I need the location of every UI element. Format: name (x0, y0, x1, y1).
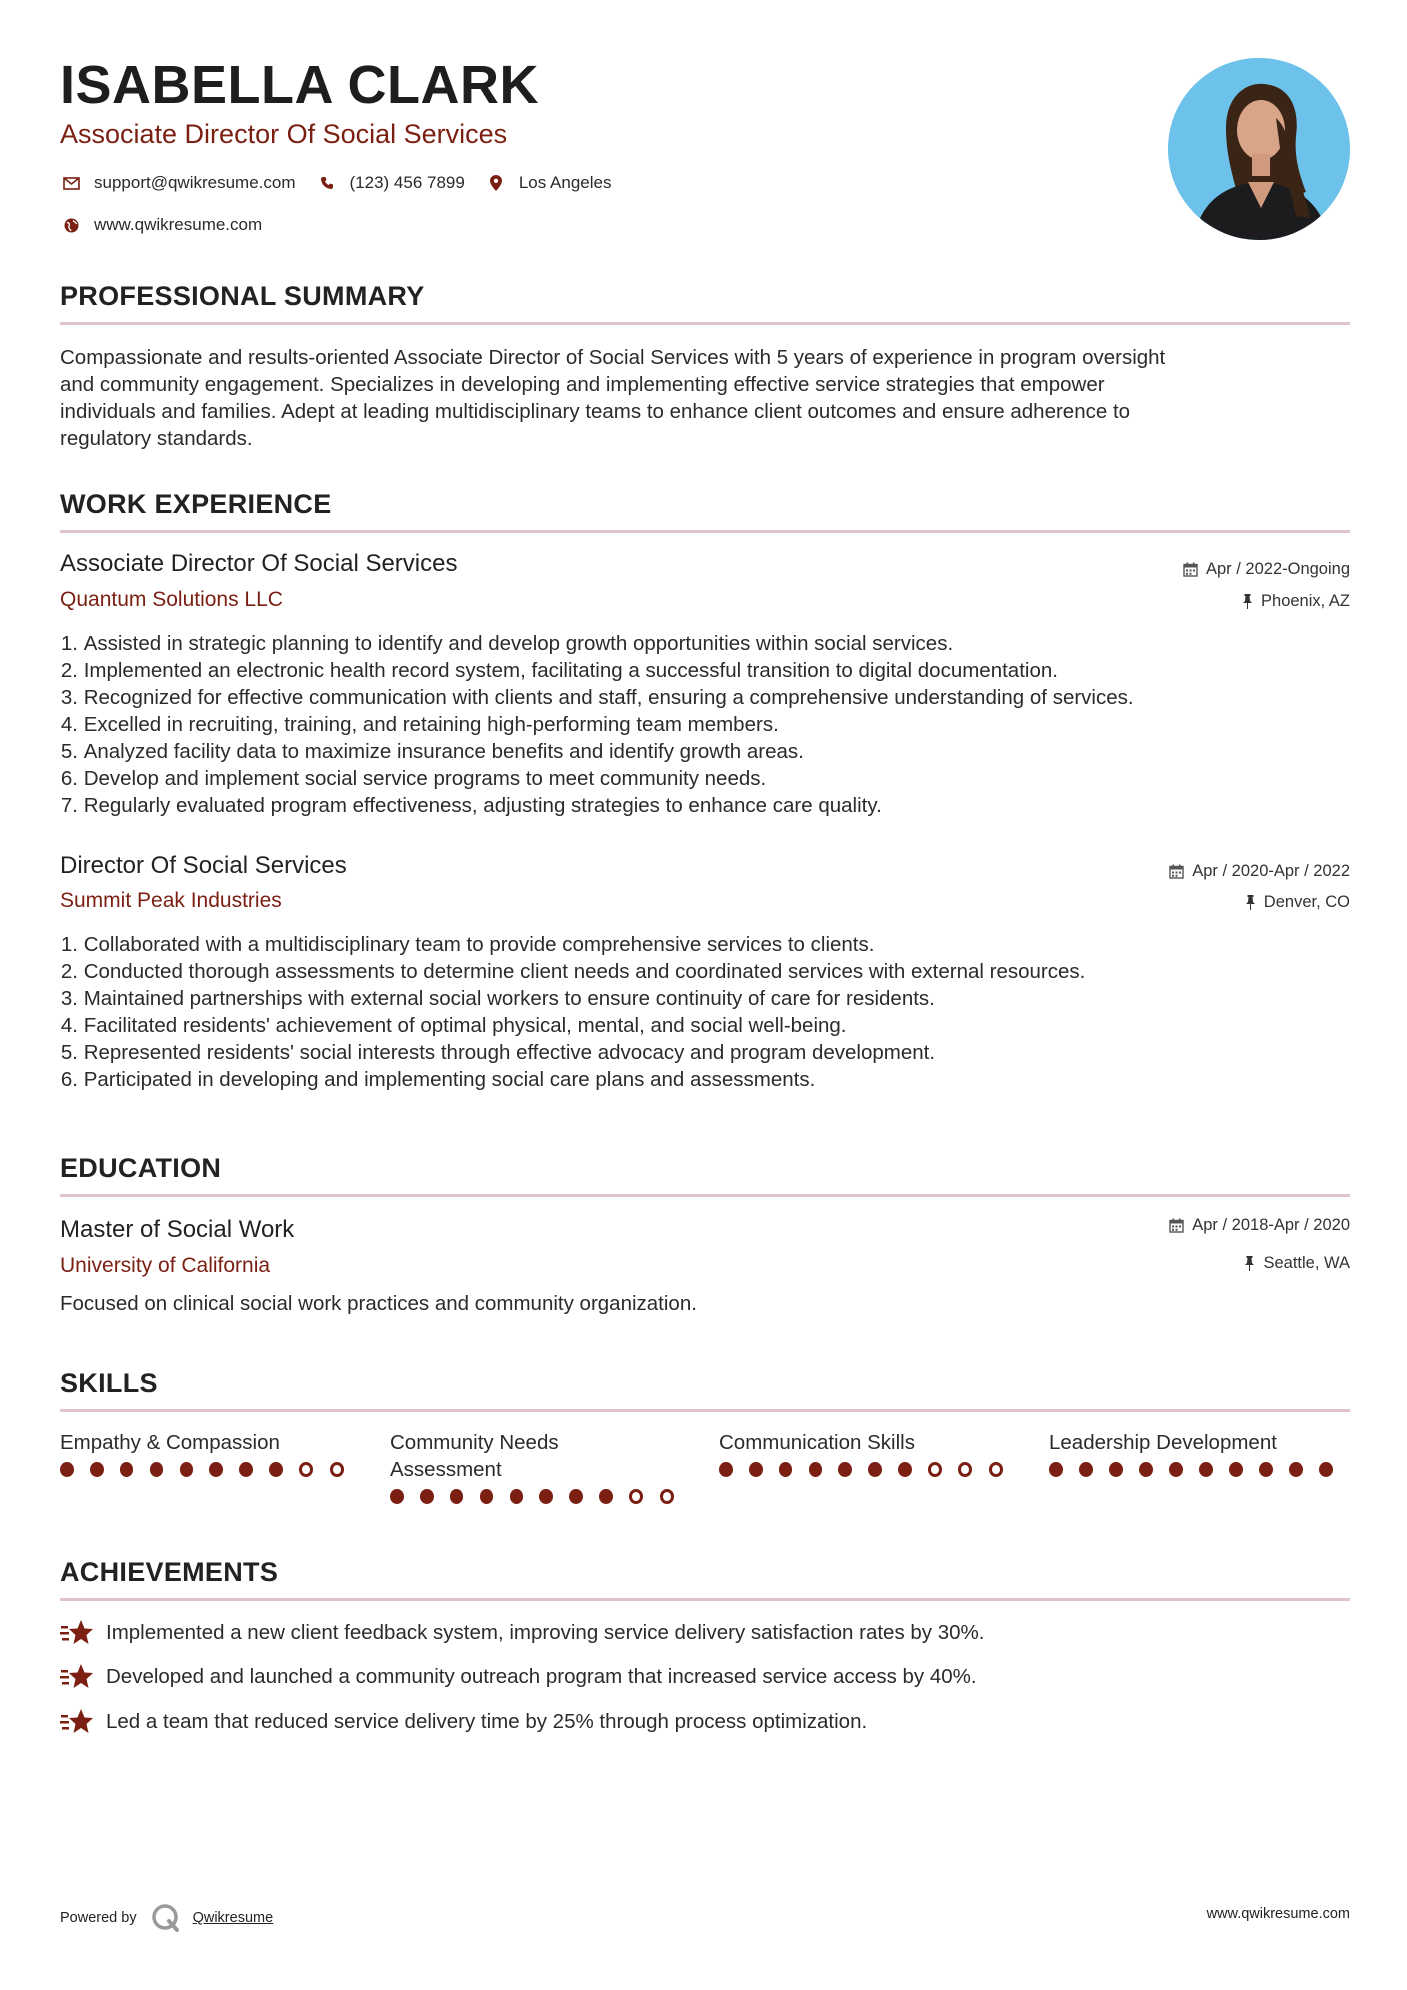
summary-line: and community engagement. Specializes in developing and implementing effective service strategies that empower (60, 373, 1105, 396)
list-item: 6. Participated in developing and implementing social care plans and assessments. (60, 1068, 816, 1091)
rating-dot-filled (749, 1462, 763, 1477)
summary-line: Compassionate and results-oriented Associate Director of Social Services with 5 years of experience in program oversight (60, 346, 1166, 369)
rating-dot-filled (1289, 1462, 1303, 1477)
contact-email[interactable]: support@qwikresume.com (94, 173, 296, 192)
rating-dot-filled (1229, 1462, 1243, 1477)
summary-line: individuals and families. Adept at leading multidisciplinary teams to enhance client outcomes and ensure adherence to (60, 400, 1131, 423)
rating-dot-filled (569, 1489, 583, 1504)
skill-name: Leadership Development (1049, 1431, 1277, 1454)
rating-dot-filled (60, 1462, 74, 1477)
calendar-icon (1169, 1218, 1184, 1233)
rating-dot-filled (1259, 1462, 1273, 1477)
rating-dot-filled (1319, 1462, 1333, 1477)
rating-dot-filled (868, 1462, 882, 1477)
skills-heading: SKILLS (60, 1368, 158, 1398)
qwikresume-logo-icon (151, 1903, 181, 1933)
footer-website[interactable]: www.qwikresume.com (1206, 1906, 1350, 1922)
contact-location: Los Angeles (518, 173, 612, 192)
education-description: Focused on clinical social work practices and community organization. (60, 1292, 697, 1315)
summary-heading: PROFESSIONAL SUMMARY (60, 281, 425, 311)
skill-item (1049, 1429, 1349, 1477)
calendar-icon (1183, 562, 1198, 577)
skills-divider (60, 1409, 1350, 1412)
list-item: 3. Recognized for effective communication with clients and staff, ensuring a comprehensive understanding of services. (60, 686, 1134, 709)
skill-rating (1049, 1462, 1349, 1477)
rating-dot-filled (510, 1489, 524, 1504)
job-location (1245, 893, 1350, 912)
contact-row-secondary (60, 214, 262, 236)
skill-item (719, 1429, 1019, 1477)
list-item: 2. Implemented an electronic health record system, facilitating a successful transition to digital documentation. (60, 659, 1058, 682)
rating-dot-filled (180, 1462, 194, 1477)
rating-dot-filled (1169, 1462, 1183, 1477)
school-name: University of California (60, 1254, 271, 1277)
education-dates (1169, 1216, 1350, 1235)
achievement-star-icon (60, 1618, 94, 1648)
phone-icon (316, 172, 338, 194)
education-dates-text: Apr / 2018-Apr / 2020 (1192, 1216, 1350, 1234)
achievement-star-icon (60, 1707, 94, 1737)
rating-dot-empty (989, 1462, 1003, 1477)
list-item: 5. Represented residents' social interests through effective advocacy and program development. (60, 1041, 936, 1064)
skill-rating (390, 1489, 690, 1504)
list-item: 7. Regularly evaluated program effectiveness, adjusting strategies to enhance care quality. (60, 794, 882, 817)
list-item: 4. Excelled in recruiting, training, and retaining high-performing team members. (60, 713, 779, 736)
contact-website[interactable]: www.qwikresume.com (94, 215, 263, 234)
job-company: Summit Peak Industries (60, 889, 282, 912)
candidate-name: ISABELLA CLARK (60, 55, 539, 115)
qwikresume-link[interactable]: Qwikresume (192, 1910, 274, 1926)
job-dates-text: Apr / 2022-Ongoing (1205, 560, 1350, 578)
education-heading: EDUCATION (60, 1153, 222, 1183)
powered-by-label: Powered by (60, 1910, 137, 1926)
summary-divider (60, 322, 1350, 325)
rating-dot-filled (450, 1489, 464, 1504)
rating-dot-empty (629, 1489, 643, 1504)
education-location-text: Seattle, WA (1263, 1254, 1350, 1272)
job-location-text: Phoenix, AZ (1261, 592, 1350, 610)
contact-phone[interactable]: (123) 456 7899 (349, 173, 465, 192)
list-item: 3. Maintained partnerships with external social workers to ensure continuity of care for residents. (60, 987, 935, 1010)
rating-dot-empty (330, 1462, 344, 1477)
list-item: 1. Assisted in strategic planning to identify and develop growth opportunities within social services. (60, 632, 954, 655)
skill-name: Communication Skills (719, 1431, 915, 1454)
rating-dot-filled (480, 1489, 494, 1504)
list-item: 5. Analyzed facility data to maximize insurance benefits and identify growth areas. (60, 740, 804, 763)
calendar-icon (1169, 864, 1184, 879)
globe-icon (60, 214, 82, 236)
contact-row-primary (60, 172, 611, 194)
summary-line: regulatory standards. (60, 427, 253, 450)
rating-dot-filled (719, 1462, 733, 1477)
rating-dot-empty (299, 1462, 313, 1477)
rating-dot-filled (1199, 1462, 1213, 1477)
achievement-star-icon (60, 1662, 94, 1692)
rating-dot-empty (928, 1462, 942, 1477)
job-title: Director Of Social Services (60, 852, 347, 879)
location-pin-icon (485, 172, 507, 194)
achievement-item (60, 1662, 1350, 1692)
experience-heading: WORK EXPERIENCE (60, 489, 332, 519)
skill-rating (60, 1462, 360, 1477)
degree-title: Master of Social Work (60, 1216, 295, 1243)
list-item: 1. Collaborated with a multidisciplinary team to provide comprehensive services to clients. (60, 933, 875, 956)
rating-dot-filled (1139, 1462, 1153, 1477)
pushpin-icon (1244, 1256, 1255, 1271)
job-bullets (60, 931, 1350, 1093)
achievements-heading: ACHIEVEMENTS (60, 1557, 279, 1587)
rating-dot-filled (1079, 1462, 1093, 1477)
job-bullets (60, 630, 1350, 819)
education-location (1244, 1254, 1350, 1273)
skill-name: Empathy & Compassion (60, 1431, 280, 1454)
summary-text (60, 344, 1350, 452)
skill-item (60, 1429, 360, 1477)
rating-dot-empty (660, 1489, 674, 1504)
email-icon (60, 172, 82, 194)
list-item: 2. Conducted thorough assessments to determine client needs and coordinated services with external resources. (60, 960, 1086, 983)
achievement-item (60, 1707, 1350, 1737)
rating-dot-filled (239, 1462, 253, 1477)
rating-dot-empty (958, 1462, 972, 1477)
profile-photo (1168, 58, 1350, 240)
achievements-divider (60, 1598, 1350, 1601)
rating-dot-filled (390, 1489, 404, 1504)
rating-dot-filled (779, 1462, 793, 1477)
achievement-item (60, 1618, 1350, 1648)
rating-dot-filled (209, 1462, 223, 1477)
rating-dot-filled (539, 1489, 553, 1504)
job-title: Associate Director Of Social Services (60, 550, 458, 577)
rating-dot-filled (1049, 1462, 1063, 1477)
skill-rating (719, 1462, 1019, 1477)
pushpin-icon (1245, 895, 1256, 910)
pushpin-icon (1242, 594, 1253, 609)
list-item: 6. Develop and implement social service programs to meet community needs. (60, 767, 767, 790)
achievement-text: Developed and launched a community outreach program that increased service access by 40%. (106, 1665, 977, 1688)
candidate-role: Associate Director Of Social Services (60, 119, 508, 149)
education-divider (60, 1194, 1350, 1197)
rating-dot-filled (898, 1462, 912, 1477)
rating-dot-filled (838, 1462, 852, 1477)
job-dates-text: Apr / 2020-Apr / 2022 (1192, 862, 1350, 880)
list-item: 4. Facilitated residents' achievement of optimal physical, mental, and social well-being. (60, 1014, 847, 1037)
job-location-text: Denver, CO (1263, 893, 1350, 911)
rating-dot-filled (599, 1489, 613, 1504)
job-company: Quantum Solutions LLC (60, 588, 283, 611)
rating-dot-filled (90, 1462, 104, 1477)
rating-dot-filled (150, 1462, 164, 1477)
job-dates (1183, 560, 1350, 579)
rating-dot-filled (1109, 1462, 1123, 1477)
achievement-text: Led a team that reduced service delivery time by 25% through process optimization. (106, 1710, 868, 1733)
skill-item (390, 1429, 690, 1504)
rating-dot-filled (269, 1462, 283, 1477)
rating-dot-filled (120, 1462, 134, 1477)
job-location (1242, 592, 1350, 611)
skill-name: Community Needs Assessment (390, 1431, 559, 1481)
experience-divider (60, 530, 1350, 533)
footer-powered-by (60, 1903, 273, 1933)
achievement-text: Implemented a new client feedback system, improving service delivery satisfaction rates by 30%. (106, 1621, 985, 1644)
job-dates (1169, 862, 1350, 881)
rating-dot-filled (420, 1489, 434, 1504)
rating-dot-filled (809, 1462, 823, 1477)
resume-page (60, 0, 1350, 1990)
